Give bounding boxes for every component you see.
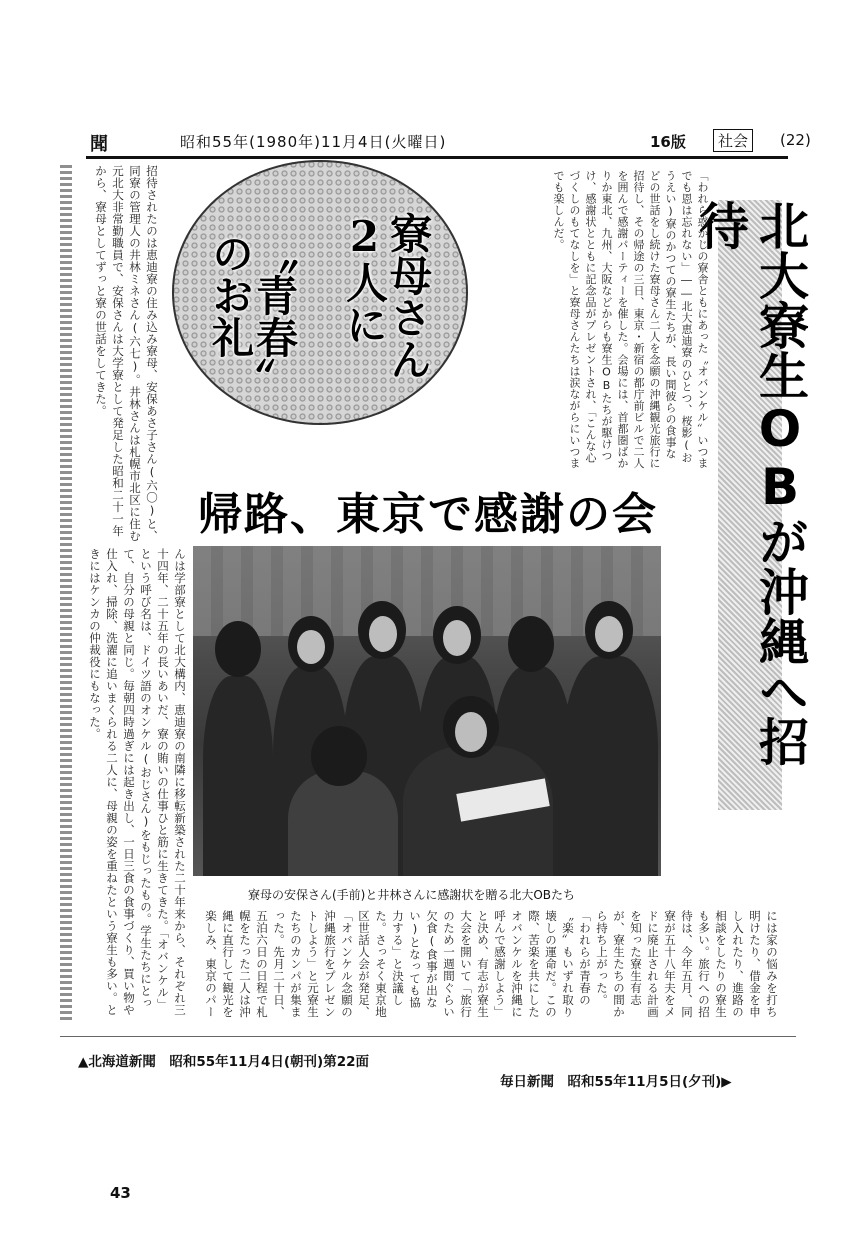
main-headline: 北大寮生OBが沖縄へ招待 xyxy=(691,200,809,766)
main-headline-box xyxy=(691,200,809,810)
page-number: 43 xyxy=(110,1184,131,1202)
masthead-section: 社会 xyxy=(713,129,753,152)
column-divider xyxy=(60,165,72,1020)
masthead-date: 昭和55年(1980年)11月4日(火曜日) xyxy=(180,133,447,151)
masthead-logo: 聞 xyxy=(90,134,108,155)
emblem-line-1: 寮母さん2人に xyxy=(340,212,433,380)
article-body-left: 招待されたのは恵迪寮の住み込み寮母、安保あさ子さん(六〇)と、同寮の管理人の井林ミネさん(六七)。井林さんは札幌市北区に住む元北大非常勤職員で、安保さんは大学寮として発足した昭和二十一年から、寮母としてずっと寮の世話をしてきた。 xyxy=(94,165,159,542)
event-photo xyxy=(193,546,661,876)
emblem-line-2: 〝青春〟のお礼 xyxy=(206,232,299,400)
sub-headline: 帰路、東京で感謝の会 xyxy=(198,489,658,540)
footer-rule xyxy=(60,1036,796,1037)
footer-source-left: ▲北海道新聞 昭和55年11月4日(朝刊)第22面 xyxy=(78,1054,369,1070)
masthead-page: (22) xyxy=(780,131,811,149)
photo-caption: 寮母の安保さん(手前)と井林さんに感謝状を贈る北大OBたち xyxy=(248,888,576,902)
emblem-oval xyxy=(172,160,468,425)
masthead-rule xyxy=(86,156,788,159)
masthead xyxy=(90,130,811,155)
masthead-edition: 16版 xyxy=(650,133,686,151)
footer-source-right: 毎日新聞 昭和55年11月5日(夕刊)▶ xyxy=(500,1074,732,1090)
article-body-right: には家の悩みを打ち明けたり、借金を申し入れたり、進路の相談をしたりの寮生も多い。旅行への招待は、今年五月、同寮が五十八年夫をメドに廃止される計画を知った寮生有志が、寮生たちの間から持ち上がった。「われらが青春の〝楽〟もいずれ取り壊しの運命だ。この際、苦楽を共にしたオバンケルを沖縄に呼んで感謝しよう」と決め、有志が寮生大会を開いて「旅行のため一週間ぐらい欠食(食事が出ない)となっても協力する」と決議した。さっそく東京地区世話人会が発足、「オバンケル念願の沖縄旅行をプレゼントしよう」と元寮生たちのカンパが集まった。先月二十日、五泊六日の日程で札幌をたった二人は沖縄に直行して観光を楽しみ、東京のパー xyxy=(204,910,779,1018)
article-body-middle: んは学部寮として北大構内、恵迪寮の南隣に移転新築された二十年来から、それぞれ三十四年、二十五年の長いあいだ、寮の賄いの仕事ひと筋に生きてきた。「オバンケル」という呼び名は、ドイツ語のオンケル(おじさん)をもじったもの。学生たちにとって、自分の母親と同じ。毎朝四時過ぎには起き出し、一日三食の食事づくり、買い物や仕入れ、掃除、洗濯に追いまくられる二人に、母親の姿を重ねたという寮生も多い。ときにはケンカの仲裁役にもなった。 xyxy=(88,548,187,1016)
lead-paragraph: 「われら惑かじの寮舎ともにあった〝オバンケル〟いつまでも恩は忘れない」――北大恵迪寮のひとつ、桜影(おうえい)寮のかつての寮生たちが、長い間彼らの食事などの世話をし続けた寮母さん二人を念願の沖縄観光旅行に招待し、その帰途の三日、東京・新宿の都庁前ビルで二人を囲んで感謝パーティーを催した。会場には、首都圏ばかりか東北、九州、大阪などからも寮生OBたちが駆けつけ、感謝状とともに記念品がプレゼントされ、「こんな心づくしのもてなしを」と寮母さんたちは涙ながらにいつまでも楽しんだ。 xyxy=(552,170,709,469)
